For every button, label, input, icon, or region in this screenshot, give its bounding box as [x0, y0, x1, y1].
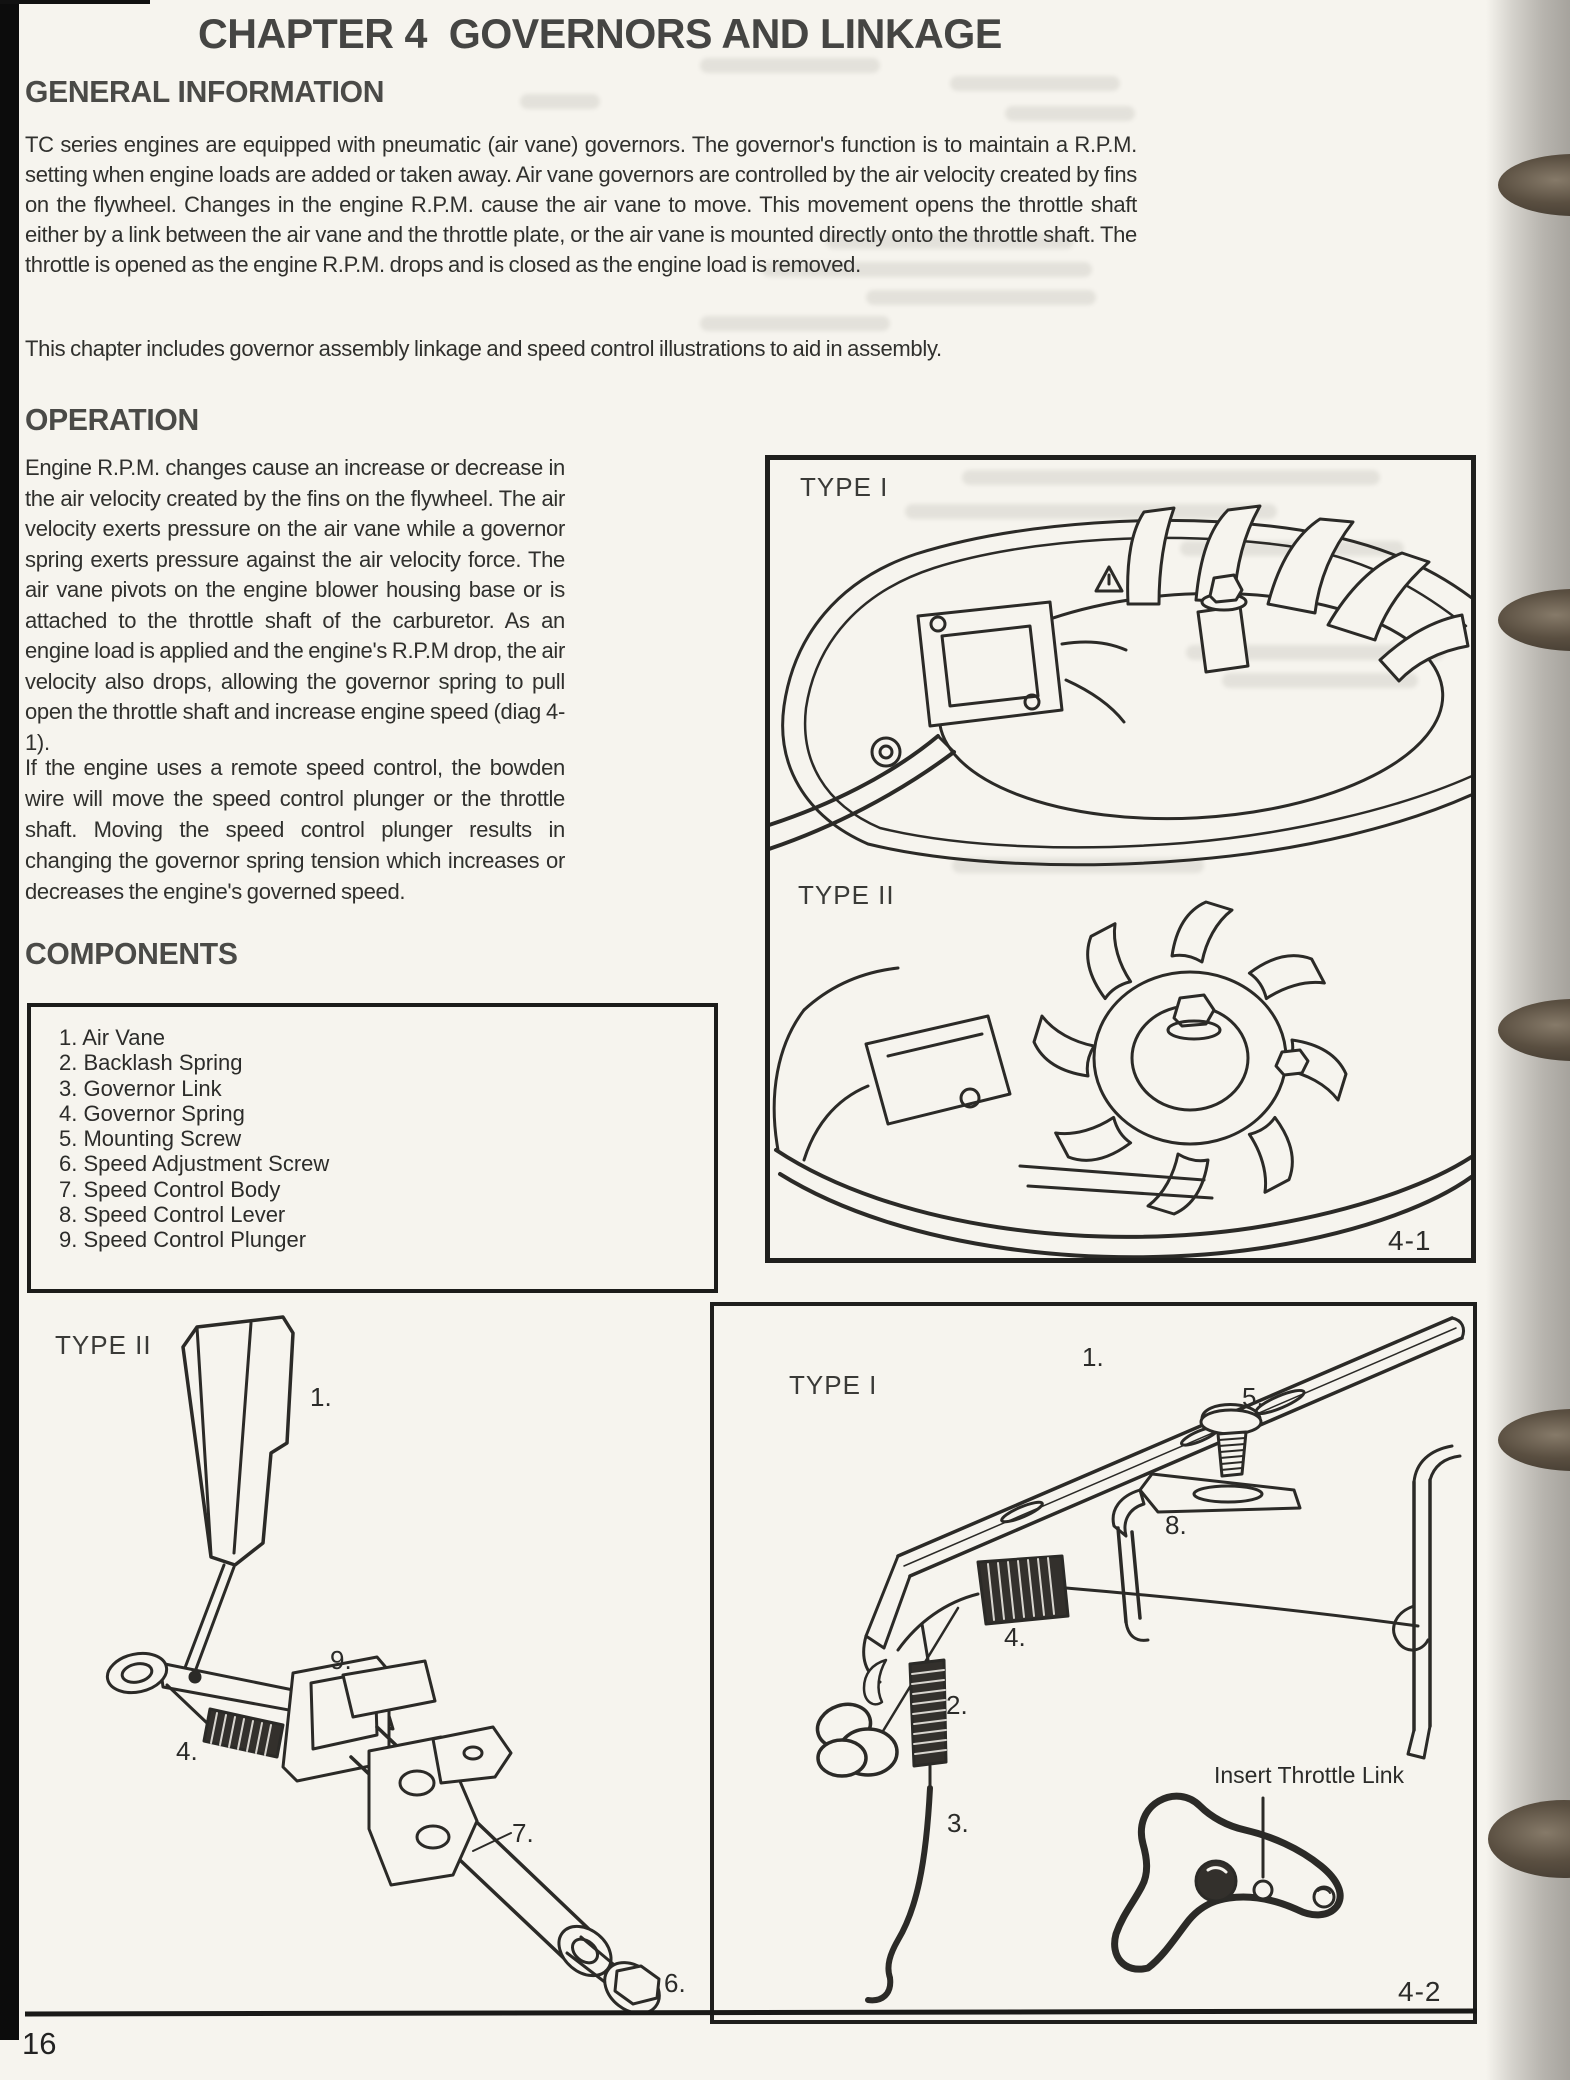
component-item: 9. Speed Control Plunger [59, 1227, 307, 1253]
components-heading: COMPONENTS [25, 936, 238, 971]
component-item: 1. Air Vane [59, 1025, 165, 1050]
callout-governor-spring: 4. [176, 1736, 198, 1766]
fig41-type1-flywheel-illustration [766, 494, 1476, 879]
component-item: 4. Governor Spring [59, 1100, 245, 1126]
component-item: 6. Speed Adjustment Screw [59, 1151, 330, 1177]
component-item: 7. Speed Control Body [59, 1176, 281, 1202]
operation-heading: OPERATION [25, 402, 199, 437]
callout-backlash-spring: 2. [946, 1690, 968, 1720]
ghost-text-bar [1005, 106, 1135, 121]
callout-air-vane: 1. [310, 1382, 332, 1412]
fig41-type2-label: TYPE II [798, 880, 895, 910]
fig42-type2-linkage-illustration [25, 1285, 715, 2015]
callout-mounting-screw: 5. [1242, 1382, 1264, 1412]
fig41-type1-label: TYPE I [800, 472, 889, 502]
general-information-paragraph-1: TC series engines are equipped with pneumatic (air vane) governors. The governor's function is to maintain a R.P.M. setting when engine loads are added or taken away. Air vane governors are controlled by the air velocity created by fins on the flywheel. Changes in the engine R.P.M. cause the air vane to move. This movement opens the throttle shaft either by a link between the air vane and the throttle plate, or the air vane is mounted directly onto the throttle shaft. The throttle is opened as the engine R.P.M. drops and is closed as the engine load is removed. [25, 132, 1137, 277]
callout-speed-control-lever: 8. [1165, 1510, 1187, 1540]
figure-4-1-box [765, 455, 1476, 1263]
fig42-type1-linkage-illustration [714, 1306, 1473, 2020]
operation-paragraph-1: Engine R.P.M. changes cause an increase or decrease in the air velocity created by the fins on the flywheel. The air velocity exerts pressure on the air vane while a governor spring exerts pressure against the air velocity force. The air vane pivots on the engine blower housing base or is attached to the throttle shaft of the carburetor. As an engine load is applied and the engine's R.P.M drop, the air velocity also drops, allowing the governor spring to pull open the throttle shaft and increase engine speed (diag 4-1). [25, 455, 565, 755]
fig41-type2-flywheel-illustration [770, 898, 1476, 1258]
scan-top-edge [0, 0, 150, 4]
ghost-text-bar [700, 316, 890, 331]
insert-throttle-link-note: Insert Throttle Link [1214, 1762, 1405, 1788]
component-item: 8. Speed Control Lever [59, 1202, 286, 1228]
figure-4-2-box [710, 1302, 1477, 2024]
general-information-heading: GENERAL INFORMATION [25, 74, 385, 109]
fig42-type2-label: TYPE II [55, 1330, 152, 1360]
component-item: 2. Backlash Spring [59, 1050, 243, 1076]
operation-paragraph-2: If the engine uses a remote speed control, the bowden wire will move the speed control plunger or the throttle shaft. Moving the speed control plunger results in changing the governor spring tension which increases or decreases the engine's governed speed. [25, 755, 565, 904]
callout-speed-control-plunger: 9. [330, 1645, 352, 1675]
fig42-caption: 4-2 [1398, 1976, 1442, 2007]
ghost-text-bar [866, 290, 1096, 305]
callout-governor-link: 3. [947, 1808, 969, 1838]
ghost-text-bar [950, 76, 1120, 91]
callout-governor-spring: 4. [1004, 1622, 1026, 1652]
fig41-caption: 4-1 [1388, 1225, 1432, 1256]
page-number: 16 [22, 2026, 57, 2061]
fig42-type1-label: TYPE I [789, 1370, 878, 1400]
component-item: 3. Governor Link [59, 1075, 222, 1101]
callout-air-vane: 1. [1082, 1342, 1104, 1372]
ghost-text-bar [520, 94, 600, 109]
ghost-text-bar [700, 58, 880, 73]
chapter-title: CHAPTER 4 GOVERNORS AND LINKAGE [198, 10, 1002, 57]
component-item: 5. Mounting Screw [59, 1126, 242, 1152]
general-information-paragraph-2: This chapter includes governor assembly linkage and speed control illustrations to aid in assembly. [25, 336, 942, 361]
callout-speed-adjustment-screw: 6. [664, 1968, 686, 1998]
callout-speed-control-body: 7. [512, 1818, 534, 1848]
components-list [59, 1025, 329, 1253]
components-box [27, 1003, 718, 1293]
scan-left-edge [0, 0, 19, 2040]
